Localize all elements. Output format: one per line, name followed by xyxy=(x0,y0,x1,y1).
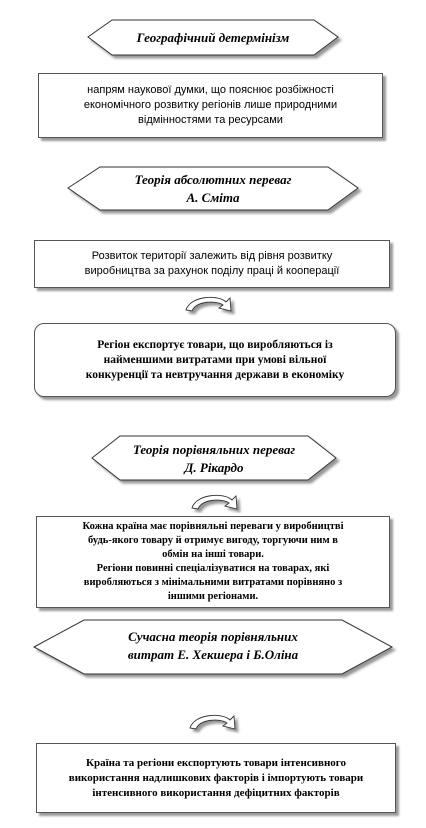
description-box-region-exports xyxy=(34,323,396,397)
description-line: Країна та регіони експортують товари інтенсивного xyxy=(86,756,346,769)
hexagon-title: Теорія абсолютних переваг xyxy=(134,172,292,187)
description-box-absolute-advantage xyxy=(34,240,390,288)
hexagon-subtitle: Д. Рікардо xyxy=(184,460,244,475)
hexagon-absolute-advantage xyxy=(68,167,358,210)
description-box-heckscher-ohlin xyxy=(36,743,396,813)
hexagon-geographic-determinism xyxy=(88,20,338,55)
description-line: використання надлишкових факторів і імпортують товари xyxy=(68,771,364,784)
hexagon-title: Географічний детермінізм xyxy=(136,30,290,45)
description-line: іншими регіонами. xyxy=(167,591,259,602)
hexagon-subtitle: витрат Е. Хекшера і Б.Оліна xyxy=(127,647,299,662)
hexagon-heckscher-ohlin xyxy=(34,620,392,674)
curved-arrow-icon xyxy=(192,495,237,509)
description-line: інтенсивного використання дефіцитних факторів xyxy=(92,786,340,799)
description-line: обмін на інші товари. xyxy=(162,549,264,560)
description-line: економічного розвитку регіонів лише природними xyxy=(83,99,338,111)
description-box-geographic-determinism xyxy=(38,73,383,138)
hexagon-subtitle: А. Сміта xyxy=(186,190,240,205)
curved-arrow-icon xyxy=(190,715,235,729)
description-line: виробництва за рахунок поділу праці й кооперації xyxy=(84,265,340,277)
hexagon-title: Сучасна теорія порівняльних xyxy=(128,629,298,644)
description-line: найменшими витратами при умові вільної xyxy=(103,353,327,366)
description-line: виробляються з мінімальними витратами порівняно з xyxy=(83,577,343,588)
hexagon-title: Теорія порівняльних переваг xyxy=(132,442,296,457)
description-line: напрям наукової думки, що пояснює розбіжності xyxy=(87,84,334,96)
description-line: Регіон експортує товари, що виробляються із xyxy=(97,338,333,351)
description-line: відмінностями та ресурсами xyxy=(138,114,283,126)
description-line: Кожна країна має порівняльні переваги у виробництві xyxy=(82,521,344,532)
curved-arrow-icon xyxy=(186,297,231,311)
description-line: Регіони повинні спеціалізуватися на товарах, які xyxy=(96,563,330,574)
description-line: конкуренції та невтручання держави в економіку xyxy=(85,368,345,381)
hexagon-comparative-advantage xyxy=(92,436,336,480)
description-line: будь-якого товару й отримує вигоду, торгуючи ним в xyxy=(88,535,338,546)
description-box-comparative-advantage xyxy=(36,516,390,608)
description-line: Розвиток території залежить від рівня розвитку xyxy=(91,250,333,262)
